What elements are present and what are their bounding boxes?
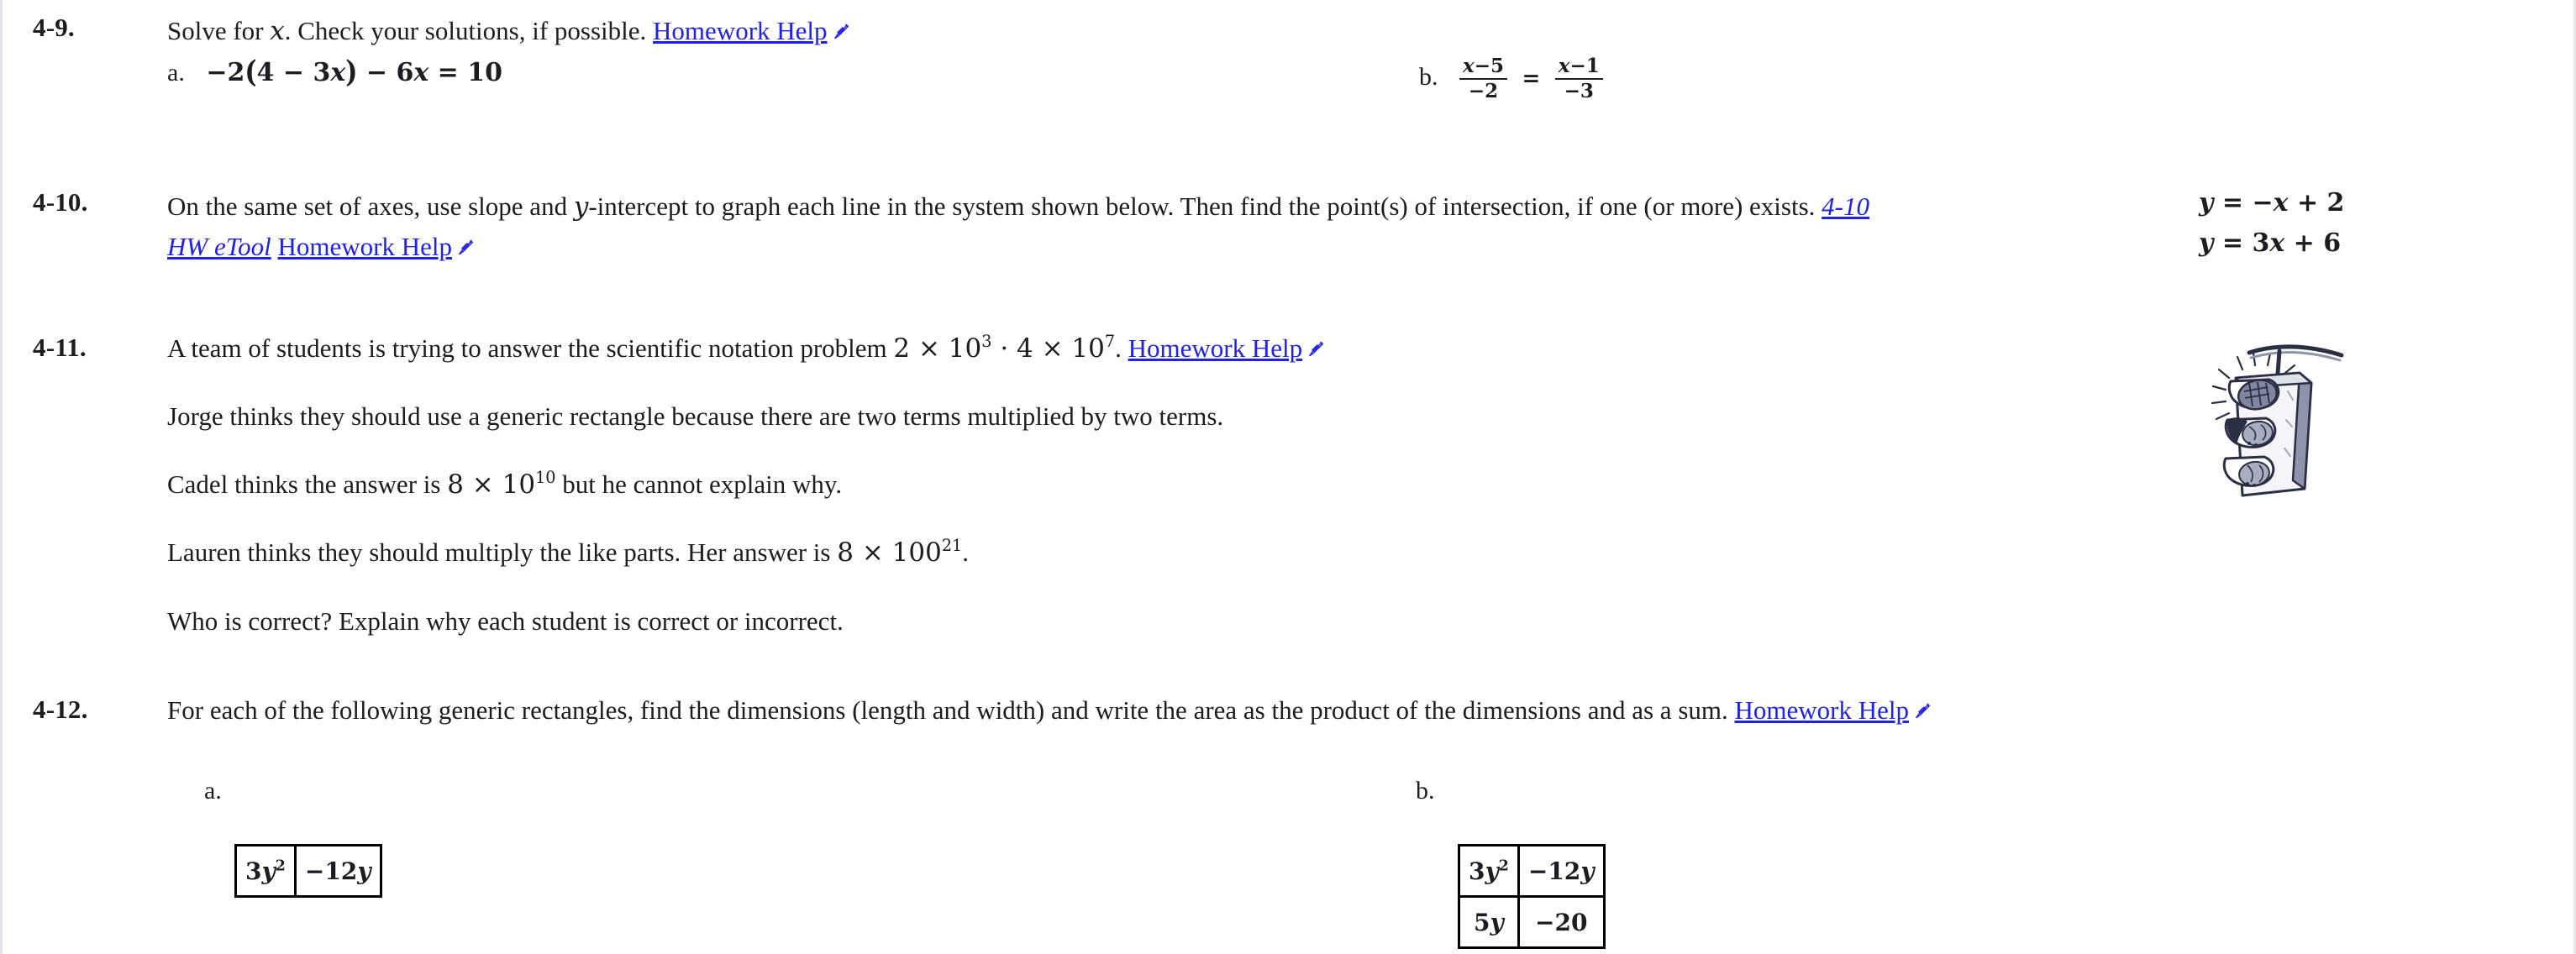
- fraction-left: [1459, 56, 1507, 102]
- problem-4-9-part-a: [167, 55, 502, 91]
- rectangle-label-a: a.: [204, 777, 222, 805]
- problem-prompt: [167, 694, 2184, 727]
- fraction-right: [1555, 56, 1603, 102]
- table-row: [1459, 846, 1605, 897]
- etool-number-link-4-10[interactable]: 4-10: [1822, 191, 1869, 221]
- equals-sign: =: [1522, 66, 1541, 92]
- table-row: [236, 846, 381, 897]
- prompt-text-1: On the same set of axes, use slope and: [167, 191, 574, 221]
- cadel-suffix: but he cannot explain why.: [555, 469, 843, 499]
- problem-4-9-part-b: [1419, 56, 1603, 102]
- homework-help-link-4-9[interactable]: [653, 16, 827, 45]
- equation-line-1: y = −x + 2: [2199, 188, 2345, 218]
- homework-help-label: Homework Help: [653, 16, 828, 45]
- problem-prompt: [167, 186, 2116, 267]
- traffic-light-sketch: [2205, 339, 2348, 499]
- scientific-notation-expression: $2 \times 10^3 \cdot 4 \times 10^7$: [893, 332, 1116, 364]
- problem-prompt: [167, 12, 1175, 50]
- statement-cadel: [167, 468, 2100, 501]
- cell-a-r1c2: −12y: [295, 846, 381, 897]
- statement-lauren: [167, 536, 2100, 569]
- cell-b-r2c1: 5y: [1459, 897, 1519, 948]
- fraction-right-numerator: x−1: [1558, 55, 1600, 77]
- cell-b-r1c1: $3y^2$: [1459, 846, 1519, 897]
- lauren-math-exponent: 21: [941, 536, 963, 556]
- cell-a-r1c1: $3y^2$: [236, 846, 296, 897]
- prompt-text-2: -intercept to graph each line in the system shown below. Then find the point(s) of intersection, if one (or more) exists.: [588, 191, 1822, 221]
- equation-4-9a: −2(4 − 3x) − 6x = 10: [206, 55, 502, 91]
- lauren-expression: [837, 537, 962, 568]
- part-label-b: b.: [1419, 63, 1438, 92]
- pencil-icon: [831, 23, 849, 41]
- homework-help-link-4-10[interactable]: Homework Help: [277, 232, 452, 261]
- part-label-a: a.: [167, 59, 185, 86]
- fraction-right-denominator: −3: [1555, 78, 1603, 102]
- fraction-left-numerator: x−5: [1463, 55, 1504, 77]
- pencil-icon: [1306, 340, 1324, 359]
- problem-number: 4-9.: [33, 13, 75, 42]
- table-row: [1459, 897, 1605, 948]
- problem-number: 4-11.: [33, 333, 87, 362]
- prompt-variable: x: [270, 16, 285, 46]
- cadel-math-base: 8 × 10: [447, 469, 536, 500]
- problem-prompt: [167, 332, 2116, 365]
- equation-4-9b: [1459, 56, 1603, 102]
- fraction-left-denominator: −2: [1459, 78, 1507, 102]
- generic-rectangle-table-a: [234, 844, 382, 898]
- prompt-text-after: . Check your solutions, if possible.: [284, 16, 654, 45]
- pencil-icon: [455, 238, 474, 257]
- cell-b-r2c2: −20: [1518, 897, 1604, 948]
- generic-rectangle-table-b: [1458, 844, 1606, 949]
- cadel-prefix: Cadel thinks the answer is: [167, 469, 448, 499]
- statement-who-is-correct: Who is correct? Explain why each student is correct or incorrect.: [167, 606, 844, 636]
- rectangle-label-b: b.: [1416, 777, 1435, 805]
- system-of-equations-4-10: [2199, 183, 2344, 264]
- intro-text-2: .: [1115, 333, 1128, 363]
- cell-b-r1c2: −12y: [1518, 846, 1604, 897]
- intro-text-1: A team of students is trying to answer the scientific notation problem: [167, 333, 894, 363]
- statement-jorge: Jorge thinks they should use a generic rectangle because there are two terms multiplied by two terms.: [167, 401, 1224, 431]
- lauren-math-base: 8 × 100: [837, 537, 942, 568]
- equation-line-2: y = 3x + 6: [2199, 228, 2342, 258]
- lauren-prefix: Lauren thinks they should multiply the like parts. Her answer is: [167, 537, 838, 567]
- prompt-variable-y: y: [573, 191, 589, 222]
- pencil-icon: [1912, 702, 1931, 721]
- cadel-expression: [447, 469, 555, 500]
- cadel-math-exponent: 10: [535, 468, 556, 488]
- hw-etool-link[interactable]: HW eTool: [167, 232, 271, 261]
- prompt-text-before: Solve for: [167, 16, 271, 45]
- homework-help-link-4-12[interactable]: Homework Help: [1734, 695, 1909, 725]
- lauren-suffix: .: [962, 537, 970, 567]
- prompt-text: For each of the following generic rectangles, find the dimensions (length and width) and write the area as the product of the dimensions and as a sum.: [167, 695, 1735, 725]
- problem-number: 4-10.: [33, 187, 88, 217]
- homework-help-link-4-11[interactable]: Homework Help: [1128, 333, 1303, 363]
- problem-number: 4-12.: [33, 695, 88, 724]
